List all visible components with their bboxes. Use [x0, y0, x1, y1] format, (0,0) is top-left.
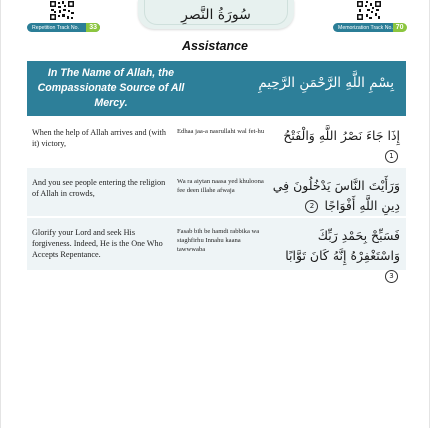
basmala-bar: [27, 61, 406, 116]
verse-english: And you see people entering the religion of Allah in crowds,: [32, 178, 166, 198]
repetition-track-label: Repetition Track No.: [32, 24, 79, 31]
repetition-track-badge: [27, 23, 100, 32]
memorization-track-badge: [333, 23, 406, 32]
ayah-number-marker: 3: [385, 270, 398, 283]
surah-title-banner: [138, 0, 294, 29]
ayah-number-marker: 1: [385, 150, 398, 163]
repetition-track-number: 33: [86, 23, 100, 32]
verse-arabic-text: وَرَأَيْتَ النَّاسَ يَدْخُلُونَ فِي دِينِ اللَّهِ أَفْوَاجًا: [272, 178, 400, 213]
qr-code-memorization[interactable]: [356, 0, 382, 21]
qr-code-repetition[interactable]: [49, 0, 75, 21]
verse-row: [27, 118, 406, 166]
verse-table: [27, 118, 406, 280]
verse-english: Glorify your Lord and seek His forgiveness. Indeed, He is the One Who Accepts Repentance.: [32, 228, 163, 259]
verse-transliteration: Wa ra aiytan naasa yed khuloona fee deen illahe afwaja: [177, 178, 264, 194]
verse-arabic: [265, 176, 400, 216]
verse-transliteration: Edhaa jaa-a nasrullahi wal fet-hu: [177, 128, 265, 135]
qr-code-icon: [49, 0, 75, 21]
verse-row: [27, 168, 406, 216]
surah-subtitle: Assistance: [181, 39, 248, 53]
verse-arabic-text: إِذَا جَاءَ نَصْرُ اللَّهِ وَالْفَتْحُ: [283, 128, 400, 143]
memorization-track-number: 70: [393, 23, 407, 32]
verse-arabic: [265, 226, 400, 286]
verse-arabic-text: فَسَبِّحْ بِحَمْدِ رَبِّكَ وَاسْتَغْفِرْهُ إِنَّهُ كَانَ تَوَّابًا: [285, 228, 400, 263]
ayah-number-marker: 2: [305, 200, 318, 213]
verse-transliteration: Fasab bih be hamdi rabbika wa staghfirhu Innahu kaana tawwwaba: [177, 228, 260, 253]
basmala-english: In The Name of Allah, the Compassionate Source of All Mercy.: [37, 67, 185, 109]
memorization-track-label: Memorization Track No.: [338, 24, 393, 31]
basmala-arabic: بِسْمِ اللَّهِ الرَّحْمَنِ الرَّحِيمِ: [258, 75, 394, 91]
verse-arabic: [265, 126, 400, 166]
verse-english: When the help of Allah arrives and (with it) victory,: [32, 128, 166, 148]
surah-title: سُورَةُ النَّصرِ: [181, 6, 251, 23]
qr-code-icon: [356, 0, 382, 21]
verse-row: [27, 218, 406, 280]
